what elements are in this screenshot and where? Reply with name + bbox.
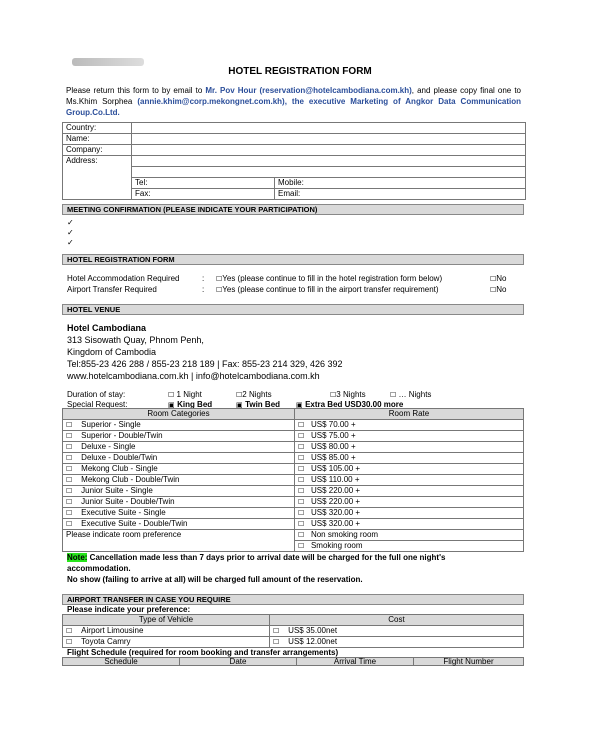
airport-label: Airport Transfer Required [67,285,157,294]
room-category-option[interactable] [63,453,295,464]
room-category-option[interactable] [63,519,295,530]
king-bed-label: King Bed [177,400,213,409]
flight-col-number: Flight Number [414,658,524,666]
country-field[interactable] [132,123,526,134]
checkbox-icon: ☐ [273,627,280,635]
checkbox-icon: ☐ [298,421,305,429]
note-label: Note: [67,553,88,562]
vehicle-col-type: Type of Vehicle [63,615,270,626]
vehicle-cost-option[interactable] [270,626,524,637]
room-row [63,431,524,442]
duration-x-nights-label: … Nights [398,390,432,399]
room-rate-option[interactable] [295,431,524,442]
room-rate-label: US$ 85.00 + [310,453,356,462]
meeting-check-3[interactable]: ✓ [67,238,74,247]
checkbox-icon: ☐ [273,638,280,646]
accommodation-no-label: No [496,274,507,283]
name-label: Name: [63,134,132,145]
checkbox-icon: ☐ [66,638,73,646]
email-field[interactable]: Email: [275,189,526,200]
intro-contact-2: (annie.khim@corp.mekongnet.com.kh), the executive Marketing of Angkor Data Communication Group.Co.Ltd. [66,97,522,117]
room-rate-option[interactable] [295,453,524,464]
address-field-2[interactable] [132,167,526,178]
airport-yes-label: Yes (please continue to fill in the airport transfer requirement) [222,285,439,294]
room-rate-label: US$ 75.00 + [310,431,356,440]
checkbox-icon: ☐ [66,443,73,451]
room-row [63,519,524,530]
room-row [63,508,524,519]
airport-yes[interactable] [216,285,439,294]
room-preference-label: Please indicate room preference [63,530,295,552]
room-category-option[interactable] [63,508,295,519]
checkbox-icon: ☐ [298,476,305,484]
room-rate-option[interactable] [295,420,524,431]
room-category-label: Deluxe - Double/Twin [81,453,158,462]
flight-col-arrival: Arrival Time [297,658,414,666]
room-category-option[interactable] [63,442,295,453]
checkbox-icon: ☐ [66,421,73,429]
checkbox-icon: ☐ [66,432,73,440]
checkbox-icon: ☐ [298,454,305,462]
vehicle-label: Airport Limousine [81,626,144,635]
venue-header: HOTEL VENUE [62,304,524,315]
accommodation-colon: : [202,274,205,283]
hotel-tel-fax: Tel:855-23 426 288 / 855-23 218 189 | Fax: 855-23 214 329, 426 392 [67,359,343,369]
checkbox-icon: ☐ [298,465,305,473]
accommodation-yes-label: Yes (please continue to fill in the hotel registration form below) [222,274,443,283]
checkbox-icon: ☐ [490,286,497,294]
company-field[interactable] [132,145,526,156]
smoking-label: Smoking room [310,541,363,550]
checkbox-icon: ☐ [490,275,497,283]
accommodation-no[interactable] [490,274,507,283]
vehicle-option[interactable] [63,637,270,648]
checkbox-icon: ☐ [298,443,305,451]
room-row [63,464,524,475]
checkbox-icon: ☐ [66,476,73,484]
tel-field[interactable]: Tel: [132,178,275,189]
note-line-1 [67,553,445,562]
room-category-label: Junior Suite - Double/Twin [81,497,175,506]
company-logo [72,58,144,66]
checkbox-icon: ☐ [298,542,305,550]
airport-pref-label: Please indicate your preference: [67,605,191,614]
room-rate-label: US$ 80.00 + [310,442,356,451]
meeting-header: MEETING CONFIRMATION (PLEASE INDICATE YOUR PARTICIPATION) [62,204,524,215]
checkbox-icon: ☐ [298,498,305,506]
checkbox-icon: ☐ [298,509,305,517]
rooms-table [62,408,524,552]
checkbox-icon: ☐ [66,454,73,462]
twin-bed-label: Twin Bed [245,400,281,409]
airport-transfer-header: AIRPORT TRANSFER IN CASE YOU REQUIRE [62,594,524,605]
meeting-check-1[interactable]: ✓ [67,218,74,227]
room-rate-option[interactable] [295,464,524,475]
duration-1-night[interactable] [168,390,202,399]
room-category-option[interactable] [63,431,295,442]
duration-x-nights[interactable] [390,390,431,399]
room-rate-label: US$ 110.00 + [310,475,360,484]
intro-paragraph [66,85,521,118]
room-row [63,420,524,431]
rooms-col-rate: Room Rate [295,409,524,420]
room-preference-row [63,530,524,541]
non-smoking-label: Non smoking room [310,530,379,539]
page-title: HOTEL REGISTRATION FORM [228,66,372,77]
note-text-1: Cancellation made less than 7 days prior to arrival date will be charged for the full one night's [87,553,446,562]
note-line-2: accommodation. [67,564,131,573]
checkbox-icon: ▣ [168,401,178,409]
vehicle-cost-label: US$ 35.00net [288,626,338,635]
company-label: Company: [63,145,132,156]
vehicle-table [62,614,524,648]
checkbox-icon: ☐ [298,487,305,495]
checkbox-icon: ☐ [66,487,73,495]
checkbox-icon: ☐ [66,498,73,506]
room-rate-label: US$ 320.00 + [310,519,361,528]
duration-2-nights-label: 2 Nights [242,390,272,399]
mobile-field[interactable]: Mobile: [275,178,526,189]
room-row [63,475,524,486]
duration-2-nights[interactable] [236,390,272,399]
duration-3-nights[interactable] [330,390,366,399]
vehicle-cost-label: US$ 12.00net [288,637,338,646]
room-category-label: Superior - Single [81,420,141,429]
checkbox-icon: ▣ [296,401,306,409]
room-category-label: Mekong Club - Double/Twin [81,475,180,484]
vehicle-row [63,637,524,648]
room-category-label: Executive Suite - Single [81,508,166,517]
address-label: Address: [63,156,132,200]
checkbox-icon: ☐ [390,391,399,399]
flight-col-date: Date [180,658,297,666]
country-label: Country: [63,123,132,134]
non-smoking-option[interactable] [295,530,524,541]
room-rate-option[interactable] [295,497,524,508]
vehicle-row [63,626,524,637]
hotel-address-2: Kingdom of Cambodia [67,347,157,357]
intro-text-1: Please return this form to by email to [66,86,203,95]
checkbox-icon: ☐ [298,432,305,440]
note-line-3: No show (failing to arrive at all) will be charged full amount of the reservation. [67,575,363,584]
flight-schedule-title: Flight Schedule (required for room booking and transfer arrangements) [67,648,339,657]
flight-table [62,657,524,666]
extra-bed-label: Extra Bed USD30.00 more [305,400,404,409]
address-field-1[interactable] [132,156,526,167]
airport-no[interactable] [490,285,507,294]
vehicle-cost-option[interactable] [270,637,524,648]
room-category-label: Superior - Double/Twin [81,431,163,440]
room-rate-label: US$ 105.00 + [310,464,361,473]
rooms-col-categories: Room Categories [63,409,295,420]
vehicle-label: Toyota Camry [81,637,131,646]
duration-label: Duration of stay: [67,390,126,399]
room-row [63,453,524,464]
checkbox-icon: ☐ [236,391,243,399]
accommodation-yes[interactable] [216,274,442,283]
room-rate-option[interactable] [295,508,524,519]
room-row [63,486,524,497]
room-row [63,442,524,453]
room-category-label: Mekong Club - Single [81,464,158,473]
duration-1-night-label: 1 Night [176,390,202,399]
hotel-name: Hotel Cambodiana [67,323,147,333]
checkbox-icon: ☐ [298,520,305,528]
room-category-option[interactable] [63,420,295,431]
intro-text-2: , and please copy final one to Ms.Khim Sorphea [66,86,522,106]
room-rate-option[interactable] [295,475,524,486]
hotel-web: www.hotelcambodiana.com.kh | info@hotelcambodiana.com.kh [67,371,320,381]
meeting-check-2[interactable]: ✓ [67,228,74,237]
registration-header: HOTEL REGISTRATION FORM [62,254,524,265]
room-category-label: Junior Suite - Single [81,486,153,495]
room-category-option[interactable] [63,475,295,486]
room-category-option[interactable] [63,464,295,475]
smoking-option[interactable] [295,541,524,552]
checkbox-icon: ☐ [330,391,337,399]
duration-3-nights-label: 3 Nights [336,390,366,399]
checkbox-icon: ▣ [236,401,246,409]
room-rate-option[interactable] [295,486,524,497]
hotel-address-1: 313 Sisowath Quay, Phnom Penh, [67,335,204,345]
room-category-option[interactable] [63,486,295,497]
accommodation-label: Hotel Accommodation Required [67,274,180,283]
room-category-option[interactable] [63,497,295,508]
vehicle-col-cost: Cost [270,615,524,626]
airport-no-label: No [496,285,507,294]
checkbox-icon: ☐ [66,465,73,473]
checkbox-icon: ☐ [168,391,177,399]
room-rate-label: US$ 70.00 + [310,420,356,429]
room-category-label: Deluxe - Single [81,442,136,451]
name-field[interactable] [132,134,526,145]
fax-field[interactable]: Fax: [132,189,275,200]
checkbox-icon: ☐ [66,627,73,635]
room-rate-label: US$ 220.00 + [310,486,361,495]
checkbox-icon: ☐ [298,531,305,539]
flight-col-schedule: Schedule [63,658,180,666]
room-rate-label: US$ 220.00 + [310,497,361,506]
room-rate-option[interactable] [295,519,524,530]
checkbox-icon: ☐ [66,520,73,528]
intro-contact-1: Mr. Pov Hour (reservation@hotelcambodiana.com.kh) [205,86,412,95]
special-label: Special Request: [67,400,128,409]
checkbox-icon: ☐ [66,509,73,517]
room-category-label: Executive Suite - Double/Twin [81,519,188,528]
airport-colon: : [202,285,205,294]
checkbox-icon: ☐ [216,275,223,283]
room-row [63,497,524,508]
room-rate-label: US$ 320.00 + [310,508,361,517]
checkbox-icon: ☐ [216,286,223,294]
vehicle-option[interactable] [63,626,270,637]
room-rate-option[interactable] [295,442,524,453]
contact-table [62,122,526,200]
